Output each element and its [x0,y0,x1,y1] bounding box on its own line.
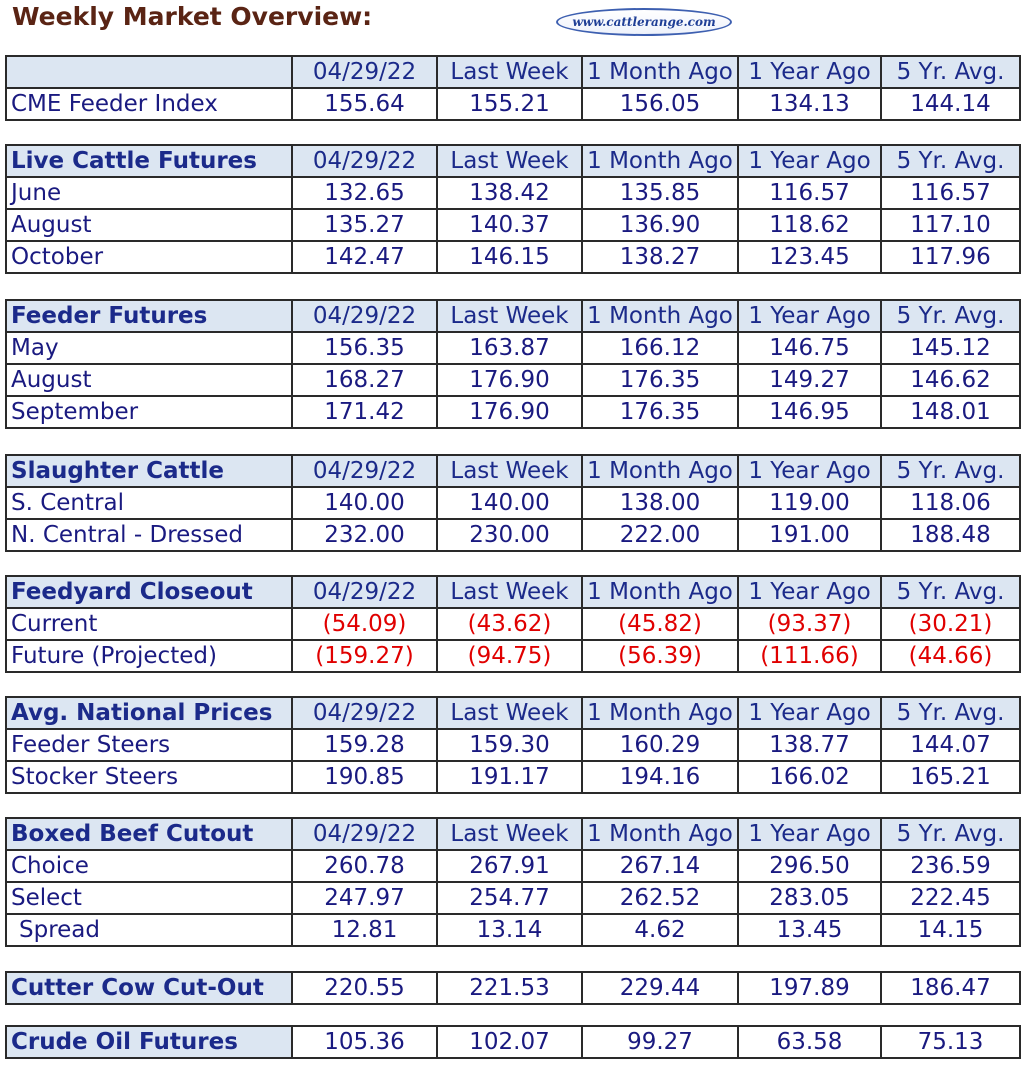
value-cell: 165.21 [881,761,1020,793]
value-cell: 191.00 [738,519,881,551]
value-cell: 148.01 [881,396,1020,428]
section-title: Boxed Beef Cutout [6,818,292,850]
table-row [6,241,1020,273]
value-cell: 118.62 [738,209,881,241]
value-cell: 117.96 [881,241,1020,273]
table-row [6,608,1020,640]
value-cell: 236.59 [881,850,1020,882]
row-label: Select [6,882,292,914]
row-label: June [6,177,292,209]
column-header: 1 Year Ago [738,697,881,729]
row-label: Current [6,608,292,640]
value-cell: 166.02 [738,761,881,793]
section-table [5,299,1021,429]
section-table [5,55,1021,121]
column-header: 5 Yr. Avg. [881,56,1020,88]
value-cell: 230.00 [437,519,582,551]
row-label: Spread [6,914,292,946]
value-cell: 119.00 [738,487,881,519]
column-header: 04/29/22 [292,818,437,850]
value-cell: 283.05 [738,882,881,914]
section-table [5,575,1021,673]
column-header: 04/29/22 [292,56,437,88]
section-title: Avg. National Prices [6,697,292,729]
value-cell: 262.52 [582,882,738,914]
value-cell: 176.35 [582,364,738,396]
column-header: 04/29/22 [292,697,437,729]
value-cell: (93.37) [738,608,881,640]
row-label: May [6,332,292,364]
column-header: 1 Month Ago [582,576,738,608]
value-cell: 75.13 [881,1026,1020,1058]
value-cell: 166.12 [582,332,738,364]
value-cell: 145.12 [881,332,1020,364]
column-header: 1 Month Ago [582,300,738,332]
row-label: N. Central - Dressed [6,519,292,551]
section-title [6,56,292,88]
row-label: September [6,396,292,428]
value-cell: (44.66) [881,640,1020,672]
table-row [6,972,1020,1004]
value-cell: 156.05 [582,88,738,120]
value-cell: (159.27) [292,640,437,672]
column-header: 5 Yr. Avg. [881,300,1020,332]
value-cell: 171.42 [292,396,437,428]
value-cell: 13.14 [437,914,582,946]
value-cell: 140.00 [437,487,582,519]
table-row [6,914,1020,946]
column-header: Last Week [437,697,582,729]
column-header: 04/29/22 [292,300,437,332]
value-cell: 267.14 [582,850,738,882]
row-label: Stocker Steers [6,761,292,793]
row-label: Future (Projected) [6,640,292,672]
section-table [5,144,1021,274]
value-cell: 135.85 [582,177,738,209]
value-cell: 254.77 [437,882,582,914]
value-cell: (43.62) [437,608,582,640]
section-header-row [6,697,1020,729]
row-label: S. Central [6,487,292,519]
row-label: August [6,364,292,396]
section-table [5,817,1021,947]
row-label: CME Feeder Index [6,88,292,120]
section-title: Feeder Futures [6,300,292,332]
value-cell: 176.90 [437,396,582,428]
value-cell: 138.77 [738,729,881,761]
value-cell: 267.91 [437,850,582,882]
row-label: October [6,241,292,273]
value-cell: (54.09) [292,608,437,640]
value-cell: 138.42 [437,177,582,209]
column-header: 1 Month Ago [582,145,738,177]
column-header: 1 Month Ago [582,818,738,850]
value-cell: 138.27 [582,241,738,273]
section-table [5,696,1021,794]
table-row [6,1026,1020,1058]
column-header: 1 Year Ago [738,300,881,332]
value-cell: 159.28 [292,729,437,761]
value-cell: 160.29 [582,729,738,761]
section-title: Live Cattle Futures [6,145,292,177]
row-label: Feeder Steers [6,729,292,761]
value-cell: 142.47 [292,241,437,273]
column-header: 5 Yr. Avg. [881,145,1020,177]
value-cell: 146.15 [437,241,582,273]
value-cell: (111.66) [738,640,881,672]
column-header: 5 Yr. Avg. [881,455,1020,487]
table-row [6,364,1020,396]
row-label: Choice [6,850,292,882]
column-header: 1 Year Ago [738,818,881,850]
column-header: 04/29/22 [292,145,437,177]
value-cell: 136.90 [582,209,738,241]
column-header: Last Week [437,56,582,88]
table-row [6,640,1020,672]
value-cell: (94.75) [437,640,582,672]
value-cell: 159.30 [437,729,582,761]
row-label: August [6,209,292,241]
logo-text: www.cattlerange.com [572,15,716,29]
value-cell: 146.62 [881,364,1020,396]
value-cell: 116.57 [881,177,1020,209]
value-cell: 191.17 [437,761,582,793]
value-cell: 176.35 [582,396,738,428]
table-row [6,396,1020,428]
table-row [6,729,1020,761]
value-cell: 163.87 [437,332,582,364]
value-cell: 221.53 [437,972,582,1004]
value-cell: (56.39) [582,640,738,672]
column-header: 1 Month Ago [582,697,738,729]
table-row [6,332,1020,364]
value-cell: 144.14 [881,88,1020,120]
value-cell: 197.89 [738,972,881,1004]
value-cell: 220.55 [292,972,437,1004]
value-cell: 296.50 [738,850,881,882]
column-header: 1 Year Ago [738,56,881,88]
value-cell: 63.58 [738,1026,881,1058]
value-cell: 14.15 [881,914,1020,946]
section-header-row [6,576,1020,608]
value-cell: 222.00 [582,519,738,551]
column-header: 1 Year Ago [738,145,881,177]
column-header: Last Week [437,818,582,850]
section-table [5,1025,1021,1059]
value-cell: 186.47 [881,972,1020,1004]
table-row [6,850,1020,882]
section-table [5,971,1021,1005]
value-cell: 135.27 [292,209,437,241]
value-cell: 146.95 [738,396,881,428]
value-cell: 194.16 [582,761,738,793]
value-cell: 155.21 [437,88,582,120]
column-header: 5 Yr. Avg. [881,818,1020,850]
value-cell: 190.85 [292,761,437,793]
value-cell: 123.45 [738,241,881,273]
value-cell: 156.35 [292,332,437,364]
value-cell: 140.00 [292,487,437,519]
value-cell: 13.45 [738,914,881,946]
column-header: 1 Year Ago [738,455,881,487]
section-title: Slaughter Cattle [6,455,292,487]
table-row [6,882,1020,914]
row-label: Crude Oil Futures [6,1026,292,1058]
value-cell: 155.64 [292,88,437,120]
table-row [6,177,1020,209]
section-header-row [6,455,1020,487]
table-row [6,519,1020,551]
column-header: Last Week [437,455,582,487]
column-header: 04/29/22 [292,455,437,487]
value-cell: 247.97 [292,882,437,914]
cattlerange-logo[interactable] [556,8,732,36]
value-cell: (45.82) [582,608,738,640]
table-row [6,209,1020,241]
value-cell: 116.57 [738,177,881,209]
value-cell: 12.81 [292,914,437,946]
column-header: 5 Yr. Avg. [881,697,1020,729]
section-title: Feedyard Closeout [6,576,292,608]
value-cell: 168.27 [292,364,437,396]
value-cell: 260.78 [292,850,437,882]
value-cell: 232.00 [292,519,437,551]
value-cell: 144.07 [881,729,1020,761]
column-header: Last Week [437,145,582,177]
column-header: 5 Yr. Avg. [881,576,1020,608]
value-cell: 149.27 [738,364,881,396]
section-header-row [6,300,1020,332]
value-cell: 99.27 [582,1026,738,1058]
column-header: 1 Year Ago [738,576,881,608]
value-cell: 140.37 [437,209,582,241]
value-cell: 4.62 [582,914,738,946]
table-row [6,88,1020,120]
value-cell: 134.13 [738,88,881,120]
table-row [6,487,1020,519]
section-table [5,454,1021,552]
section-header-row [6,56,1020,88]
value-cell: 117.10 [881,209,1020,241]
value-cell: 176.90 [437,364,582,396]
section-header-row [6,818,1020,850]
value-cell: (30.21) [881,608,1020,640]
value-cell: 118.06 [881,487,1020,519]
value-cell: 222.45 [881,882,1020,914]
column-header: Last Week [437,576,582,608]
column-header: 1 Month Ago [582,56,738,88]
value-cell: 188.48 [881,519,1020,551]
value-cell: 138.00 [582,487,738,519]
table-row [6,761,1020,793]
value-cell: 146.75 [738,332,881,364]
column-header: Last Week [437,300,582,332]
value-cell: 229.44 [582,972,738,1004]
value-cell: 102.07 [437,1026,582,1058]
value-cell: 105.36 [292,1026,437,1058]
column-header: 04/29/22 [292,576,437,608]
section-header-row [6,145,1020,177]
page-title: Weekly Market Overview: [12,2,373,31]
row-label: Cutter Cow Cut-Out [6,972,292,1004]
value-cell: 132.65 [292,177,437,209]
column-header: 1 Month Ago [582,455,738,487]
